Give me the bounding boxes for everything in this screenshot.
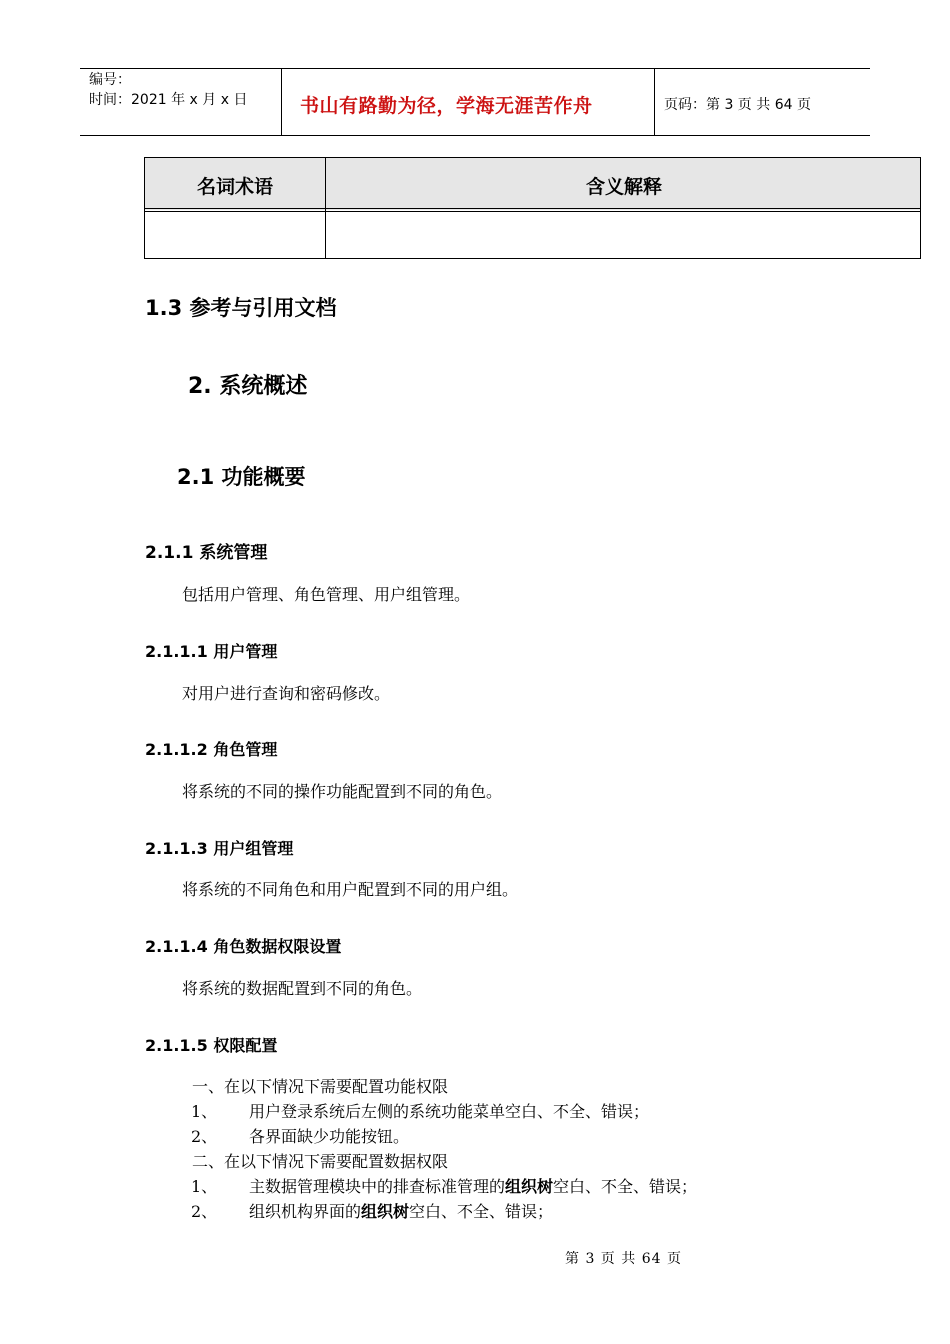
list-number: 2、: [191, 1127, 218, 1146]
list-title: 二、在以下情况下需要配置数据权限: [192, 1152, 449, 1171]
section-heading-2: 2. 系统概述: [188, 374, 308, 399]
section-heading-2-1-1: 2.1.1 系统管理: [145, 543, 268, 563]
list-number: 2、: [191, 1202, 218, 1221]
list-number: 1、: [191, 1102, 218, 1121]
list-item-emphasis: 组织树: [505, 1177, 554, 1196]
section-heading-1-3: 1.3 参考与引用文档: [145, 296, 337, 320]
list-title: 一、在以下情况下需要配置功能权限: [192, 1077, 449, 1096]
header-number: 编号：: [89, 72, 131, 88]
section-heading-2-1-1-3: 2.1.1.3 用户组管理: [145, 839, 294, 858]
header-time: 时间：2021 年 x 月 x 日: [89, 92, 248, 108]
table-rule: [145, 208, 920, 209]
list-item: [249, 1174, 697, 1197]
list-item-text: 主数据管理模块中的排查标准管理的: [249, 1177, 506, 1196]
section-heading-2-1-1-1: 2.1.1.1 用户管理: [145, 642, 278, 661]
table-cell: [326, 212, 922, 258]
list-item-emphasis: 组织树: [361, 1202, 410, 1221]
paragraph: 包括用户管理、角色管理、用户组管理。: [182, 585, 471, 604]
list-item: 各界面缺少功能按钮。: [249, 1127, 410, 1146]
terms-column-header: 名词术语: [196, 176, 273, 198]
paragraph: 将系统的数据配置到不同的角色。: [182, 979, 423, 998]
header-top-rule: [80, 68, 870, 69]
section-heading-2-1-1-2: 2.1.1.2 角色管理: [145, 740, 278, 759]
paragraph: 对用户进行查询和密码修改。: [182, 684, 391, 703]
header-meta: [89, 70, 247, 110]
header-divider: [281, 68, 282, 136]
section-heading-2-1: 2.1 功能概要: [177, 465, 306, 489]
list-number: 1、: [191, 1177, 218, 1196]
paragraph: 将系统的不同的操作功能配置到不同的角色。: [182, 782, 503, 801]
list-item: [249, 1199, 553, 1222]
terms-table: [144, 157, 921, 259]
page-footer: 第 3 页 共 64 页: [565, 1251, 682, 1267]
header-page-info: 页码：第 3 页 共 64 页: [664, 97, 811, 113]
paragraph: 将系统的不同角色和用户配置到不同的用户组。: [182, 880, 519, 899]
list-item-text: 空白、不全、错误；: [409, 1202, 554, 1221]
header-divider: [654, 68, 655, 136]
list-item: 用户登录系统后左侧的系统功能菜单空白、不全、错误；: [249, 1102, 650, 1121]
list-item-text: 组织机构界面的: [249, 1202, 362, 1221]
header-bottom-rule: [80, 135, 870, 136]
section-heading-2-1-1-4: 2.1.1.4 角色数据权限设置: [145, 937, 342, 956]
table-cell: [145, 212, 325, 258]
header-motto: 书山有路勤为径，学海无涯苦作舟: [300, 95, 593, 117]
section-heading-2-1-1-5: 2.1.1.5 权限配置: [145, 1036, 278, 1055]
meaning-column-header: 含义解释: [585, 176, 662, 198]
list-item-text: 空白、不全、错误；: [553, 1177, 698, 1196]
